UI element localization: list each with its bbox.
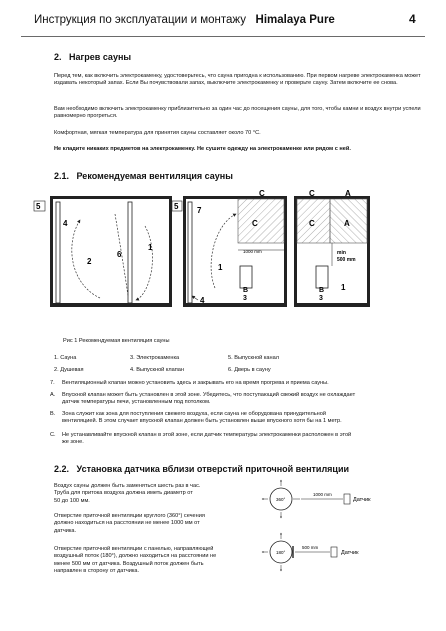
label-180: 180° (276, 550, 286, 555)
s22-p2-line-3: датчика. (54, 527, 77, 534)
diagram-360 (262, 480, 371, 518)
section-2-2-paragraph-1 (54, 483, 264, 505)
note-a-line-2: датчик температуры печи, установленным под потолком. (62, 399, 211, 406)
label-500mm-sensor: 500 mm (302, 545, 319, 550)
section-2-warning: Не кладите никаких предметов на электрокаменку. Не сушите одежду на электрокаменке или рядом с ней. (54, 146, 351, 152)
label-4-d2: 4 (200, 296, 205, 305)
label-1-d2: 1 (218, 263, 223, 272)
label-b-d2: B (243, 287, 249, 294)
wall-left-1 (50, 196, 53, 307)
section-2-title: Нагрев сауны (69, 52, 132, 62)
label-c-zone-d3: C (309, 219, 315, 228)
label-360: 360° (276, 497, 286, 502)
s22-p1-line-3: 50 до 100 мм. (54, 497, 90, 504)
note-c-line-2: же зоне. (62, 439, 84, 446)
heater-d3 (316, 266, 328, 288)
section-2-paragraph-3: Комфортная, мягкая температура для принятия сауны составляет около 70 °С. (54, 130, 261, 136)
label-5-d2: 5 (174, 202, 179, 211)
ceiling-1 (50, 196, 172, 199)
floor-3 (294, 303, 370, 307)
section-2-1-number: 2.1. (54, 171, 70, 181)
label-3-d3: 3 (319, 295, 323, 302)
header-title: Инструкция по эксплуатации и монтажу (34, 14, 246, 26)
section-2-number: 2. (54, 52, 62, 62)
section-2-2-paragraph-2 (54, 513, 264, 535)
label-7-d2: 7 (197, 206, 202, 215)
label-sensor-2: Датчик (341, 550, 359, 556)
s22-p1-line-2: Труба для притока воздуха должна иметь диаметр от (54, 490, 193, 497)
label-1-d3: 1 (341, 283, 346, 292)
wall-left-3 (294, 196, 297, 307)
note-a (50, 392, 430, 408)
section-2-paragraph-2: Вам необходимо включить электрокаменку приблизительно за один час до посещения сауны, для того, чтобы камни и воздух внутри успели равномерно прогреться. (54, 106, 421, 120)
heater-d2 (240, 266, 252, 288)
label-c-top-d2: C (259, 189, 265, 198)
figure-caption: Рис 1 Рекомендуемая вентиляция сауны (63, 338, 170, 344)
diagram-180 (262, 533, 359, 571)
page-number: 4 (409, 12, 416, 26)
note-c-line-1: Не устанавливайте впускной клапан в этой зоне, если датчик температуры электрокаменки расположен в этой (62, 432, 352, 438)
ventilation-figure (0, 184, 446, 334)
sensor-icon-1 (344, 494, 350, 504)
label-b-d3: B (319, 287, 325, 294)
legend-item-5: 5. Выпускной канал (228, 355, 280, 361)
label-a-zone-d3: A (344, 219, 350, 228)
floor-1 (50, 303, 172, 307)
label-1000mm: 1000 mm (243, 249, 262, 254)
label-min: min (337, 250, 346, 256)
sensor-diagrams (258, 478, 388, 578)
label-3-d2: 3 (243, 295, 247, 302)
diagram-sauna-shower (34, 196, 172, 307)
label-1-d1: 1 (148, 243, 153, 252)
note-c (50, 432, 430, 448)
label-a-top-d3: A (345, 189, 351, 198)
s22-p2-line-2: должно находиться на расстоянии не менее 1000 мм от (54, 520, 200, 527)
note-7-key: 7. (50, 380, 55, 386)
note-b-line-1: Зона служит как зона для поступления свежего воздуха, если сауна не оборудована принудительной (62, 411, 326, 417)
label-5-d1: 5 (36, 202, 41, 211)
wall-left-2 (183, 196, 186, 307)
legend-item-1: 1. Сауна (54, 355, 77, 361)
wall-right-3 (367, 196, 370, 307)
airflow-1a (136, 226, 152, 300)
airflow-1b (72, 220, 100, 298)
wall-right-1 (169, 196, 172, 307)
header-brand: Himalaya Pure (255, 14, 335, 26)
zone-c-d2 (238, 199, 284, 243)
note-a-key: A. (50, 392, 56, 398)
note-b-key: B. (50, 411, 56, 417)
note-b (50, 411, 430, 427)
s22-p2-line-1: Отверстие приточной вентиляции круглого (360°) сечения (54, 513, 205, 519)
diagram-sauna-c-zone (172, 189, 287, 307)
note-7-text: Вентиляционный клапан можно установить здесь и закрывать его на время прогрева и приема сауны. (62, 380, 329, 386)
label-500mm: 500 mm (337, 257, 356, 263)
sensor-icon-2 (331, 547, 337, 557)
ceiling-2 (183, 196, 287, 199)
exhaust-duct-1 (56, 202, 60, 303)
label-6-d1: 6 (117, 250, 122, 259)
note-b-line-2: вентиляцией. В этом случает впускной клапан должен быть установлен выше впускного хотя бы на 1 метр. (62, 418, 342, 425)
section-2-1-title: Рекомендуемая вентиляция сауны (76, 171, 233, 181)
section-2-paragraph-1: Перед тем, как включить электрокаменку, удостоверьтесь, что сауна пригодна к использованию. При первом нагреве электрокаменка может издавать некоторый запах. Если Вы почувствовали запах, выключите электрокаменку и проверьте сауну. Затем включите ее снова. (54, 73, 421, 87)
label-sensor-1: Датчик (353, 497, 371, 503)
note-c-key: C. (50, 432, 56, 438)
label-4-d1: 4 (63, 219, 68, 228)
legend-item-4: 4. Выпускной клапан (130, 367, 184, 373)
note-a-line-1: Впускной клапан может быть установлен в этой зоне. Убедитесь, что поступающий свежий воздух не охлаждает (62, 392, 356, 398)
label-2-d1: 2 (87, 257, 92, 266)
s22-p3-line-1: Отверстие приточной вентиляции с панелью, направляющей (54, 546, 214, 552)
airflow-2a (211, 214, 236, 288)
wall-right-2 (284, 196, 287, 307)
s22-p3-line-3: менее 500 мм от датчика. Воздушный поток должен быть (54, 560, 204, 567)
section-2-2-paragraph-3 (54, 546, 264, 575)
legend-item-2: 2. Душевая (54, 367, 84, 373)
s22-p1-line-1: Воздух сауны должен быть заменяться шесть раз в час. (54, 483, 201, 489)
floor-2 (183, 303, 287, 307)
s22-p3-line-2: воздушный поток (180°), должно находиться на расстоянии не (54, 553, 217, 560)
s22-p3-line-4: направлен в сторону от датчика. (54, 567, 140, 574)
label-c-zone-d2: C (252, 219, 258, 228)
partition-1 (128, 202, 132, 303)
legend-item-6: 6. Дверь в сауну (228, 367, 271, 373)
section-2-1-heading (54, 171, 233, 181)
section-2-2-heading (54, 464, 349, 474)
label-c-top-d3: C (309, 189, 315, 198)
section-2-heading (54, 52, 131, 62)
ceiling-3 (294, 196, 370, 199)
label-1000mm-sensor: 1000 mm (313, 492, 332, 497)
section-2-2-number: 2.2. (54, 464, 70, 474)
airflow-2b (192, 296, 198, 300)
section-2-2-title: Установка датчика вблизи отверстий приточной вентиляции (76, 464, 350, 474)
page-header (34, 14, 335, 26)
legend-item-3: 3. Электрокаменка (130, 355, 180, 361)
exhaust-duct-2 (188, 202, 192, 303)
header-divider (21, 36, 425, 37)
diagram-sauna-a-zone (294, 189, 370, 307)
